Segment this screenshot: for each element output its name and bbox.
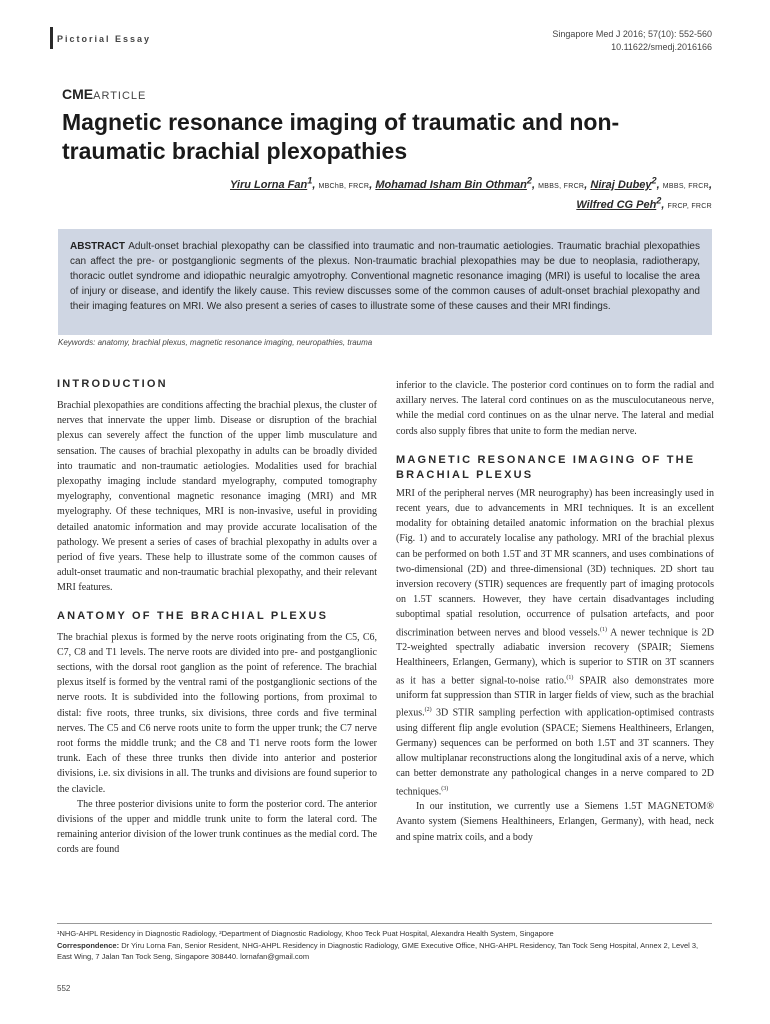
page-number: 552 <box>57 984 71 993</box>
citation-ref[interactable]: (1) <box>599 626 607 633</box>
article-type-prefix: CME <box>62 86 94 102</box>
right-column <box>396 378 714 845</box>
footnotes <box>57 928 712 963</box>
section-heading-mri: MAGNETIC RESONANCE IMAGING OF THE BRACHIAL PLEXUS <box>396 453 696 481</box>
author-degrees: MBBS, FRCR <box>662 182 709 190</box>
doi[interactable]: 10.11622/smedj.2016166 <box>611 42 712 52</box>
author: Niraj Dubey$^2$, MBBS, FRCR, <box>590 175 712 191</box>
keywords: Keywords: anatomy, brachial plexus, magnetic resonance imaging, neuropathies, trauma <box>58 338 373 347</box>
footnote-divider <box>57 923 712 924</box>
correspondence-label: Correspondence: <box>57 940 120 950</box>
author: Wilfred CG Peh$^2$, FRCP, FRCR <box>576 195 712 212</box>
section-heading-anatomy: ANATOMY OF THE BRACHIAL PLEXUS <box>57 609 329 622</box>
author: Mohamad Isham Bin Othman$^2$, MBBS, FRCR, <box>375 175 591 191</box>
section-bar <box>50 27 53 49</box>
author-name[interactable]: Yiru Lorna Fan <box>230 178 308 191</box>
journal-citation: Singapore Med J 2016; 57(10): 552-560 <box>552 29 712 39</box>
correspondence-text: Dr Yiru Lorna Fan, Senior Resident, NHG-AHPL Residency in Diagnostic Radiology, GME Executive Office, NHG-AHPL Residency, Tan Tock Seng Hospital, Annex 2, Level 3, East Wing, 7 Jalan Tan Tock Seng, Singapore 308440. lornafan@gmail.com <box>57 940 699 961</box>
abstract-box <box>58 229 712 335</box>
abstract-label: ABSTRACT <box>70 241 125 252</box>
author-list <box>112 173 712 214</box>
author-degrees: FRCP, FRCR <box>667 203 712 211</box>
article-title: Magnetic resonance imaging of traumatic and non-traumatic brachial plexopathies <box>62 109 620 164</box>
author-name[interactable]: Wilfred CG Peh <box>576 199 657 212</box>
paragraph: The three posterior divisions unite to form the posterior cord. The anterior divisions of the upper and middle trunk unite to form the lateral cord. The remaining anterior division of the lower trunk continues as the medial cord. The cords are found <box>57 798 378 856</box>
abstract-text: Adult-onset brachial plexopathy can be classified into traumatic and non-traumatic aetiologies. Traumatic brachial plexopathies can affect the pre- or postganglionic segments of the plexus. Non-traumatic brachial plexopathies may be due to neoplasia, radiotherapy, thoracic outlet syndrome and idiopathic neuralgic amyotrophy. Conventional magnetic resonance imaging (MRI) is useful to localise the area of injury or disease, and identify the likely cause. This review discusses some of the common causes of adult-onset brachial plexopathy and their imaging features on MRI. We also present a series of cases to illustrate some of these causes and their MRI findings. <box>70 241 700 312</box>
paragraph: In our institution, we currently use a Siemens 1.5T MAGNETOM® Avanto system (Siemens Healthineers, Erlangen, Germany), with head, neck and spine matrix coils, and a body <box>396 801 714 843</box>
paragraph: inferior to the clavicle. The posterior cord continues on to form the radial and axillary nerves. The lateral cord continues on as the musculocutaneous nerve, while the medial cord continues on as the ulnar nerve. The lateral and medial cords also supply fibres that unite to form the median nerve. <box>396 380 714 437</box>
author-degrees: MBChB, FRCR <box>318 182 370 190</box>
author-affiliation: 2 <box>526 175 532 185</box>
paragraph: The brachial plexus is formed by the nerve roots originating from the C5, C6, C7, C8 and T1 levels. The nerve roots are divided into pre- and postganglionic sections, with the dorsal root ganglion as the point of reference. The brachial plexus itself is formed by the ventral rami of the postganglionic sections of the nerve roots. It is subdivided into the following portions, from proximal to distal: five roots, three trunks, six divisions, three cords and five terminal nerves. The C5 and C6 nerve roots unite to form the upper trunk; the C7 nerve root forms the middle trunk; and the C8 and T1 nerve roots form the lower trunk. Each of these three trunks then divide into anterior and posterior divisions, i.e. six divisions in all. The trunks and divisions are found superior to the clavicle. <box>57 631 377 795</box>
section-label: Pictorial Essay <box>57 34 152 44</box>
abstract <box>70 239 700 314</box>
author-name[interactable]: Mohamad Isham Bin Othman <box>375 178 527 191</box>
paragraph: MRI of the peripheral nerves (MR neurography) has been increasingly used in recent years, due to advancements in MRI techniques. It is an excellent modality for obtaining detailed anatomic information on the brachial plexus (Fig. 1) and to accurately localise any pathology. MRI of the brachial plexus can be performed on both 1.5T and 3T MR scanners, and uses combinations of two-dimensional (2D) and three-dimensional (3D) techniques. 2D short tau inversion recovery (STIR) sequences are frequently part of imaging protocols on 1.5T scanners. However, they have certain disadvantages including suboptimal spatial resolution, occurrence of pulsation artefacts, and poor discrimination between nerves and blood vessels.$^{(1)}$ A newer technique is 2D T2-weighted spectrally adiabatic inversion recovery (SPAIR; Siemens Healthineers, Erlangen, Germany), which is superior to STIR on 3T scanners as it has a better signal-to-noise ratio.$^{(1)}$ SPAIR also demonstrates more uniform fat suppression than STIR in larger fields of view, such as the brachial plexus.$^{(2)}$ 3D STIR sampling perfection with application-optimised contrasts using different flip angle evolution (SPACE; Siemens Healthineers, Erlangen, Germany) sequences can be performed on both 1.5T and 3T scanners. They allow multiplanar reconstructions along the longitudinal axis of a nerve, which can better demonstrate any pathological changes in a nerve compared to 2D techniques.$^{(3)}$ <box>396 487 715 797</box>
author-affiliation: 2 <box>656 195 662 206</box>
author-affiliation: 2 <box>651 175 657 185</box>
citation-ref[interactable]: (1) <box>566 674 574 681</box>
left-column <box>57 377 377 858</box>
author: Yiru Lorna Fan$^1$, MBChB, FRCR, <box>230 175 376 191</box>
author-degrees: MBBS, FRCR <box>538 182 585 190</box>
affiliations-footnote: ¹NHG-AHPL Residency in Diagnostic Radiology, ²Department of Diagnostic Radiology, Khoo Teck Puat Hospital, Alexandra Health System, Singapore <box>57 929 554 938</box>
article-type <box>62 86 146 102</box>
correspondence-footnote <box>57 940 712 963</box>
author-name[interactable]: Niraj Dubey <box>590 178 652 191</box>
section-heading-introduction: INTRODUCTION <box>57 378 168 390</box>
article-type-suffix: ARTICLE <box>93 90 147 102</box>
author-affiliation: 1 <box>307 175 313 185</box>
citation-ref[interactable]: (2) <box>424 707 432 714</box>
citation-ref[interactable]: (3) <box>441 785 449 792</box>
paragraph: Brachial plexopathies are conditions affecting the brachial plexus, the cluster of nerves that innervate the upper limb. Disease or disruption of the brachial plexus can severely affect the function of the upper limb musculature and sensation. The causes of brachial plexopathy in adults can be broadly divided into traumatic and non-traumatic aetiologies. Modalities used for brachial plexopathy imaging include standard myelography, computed tomography myelography, conventional magnetic resonance imaging (MRI) and MR myelography. Of these techniques, MRI is non-invasive, useful in providing detailed anatomic information and may provide accurate localisation of the pathology. We present a series of cases of brachial plexopathy in adults over a period of five years. These help to illustrate some of the common causes of adult-onset traumatic and non-traumatic brachial plexopathy, and their relevant MRI features. <box>57 400 377 594</box>
journal-citation-block <box>552 28 712 54</box>
